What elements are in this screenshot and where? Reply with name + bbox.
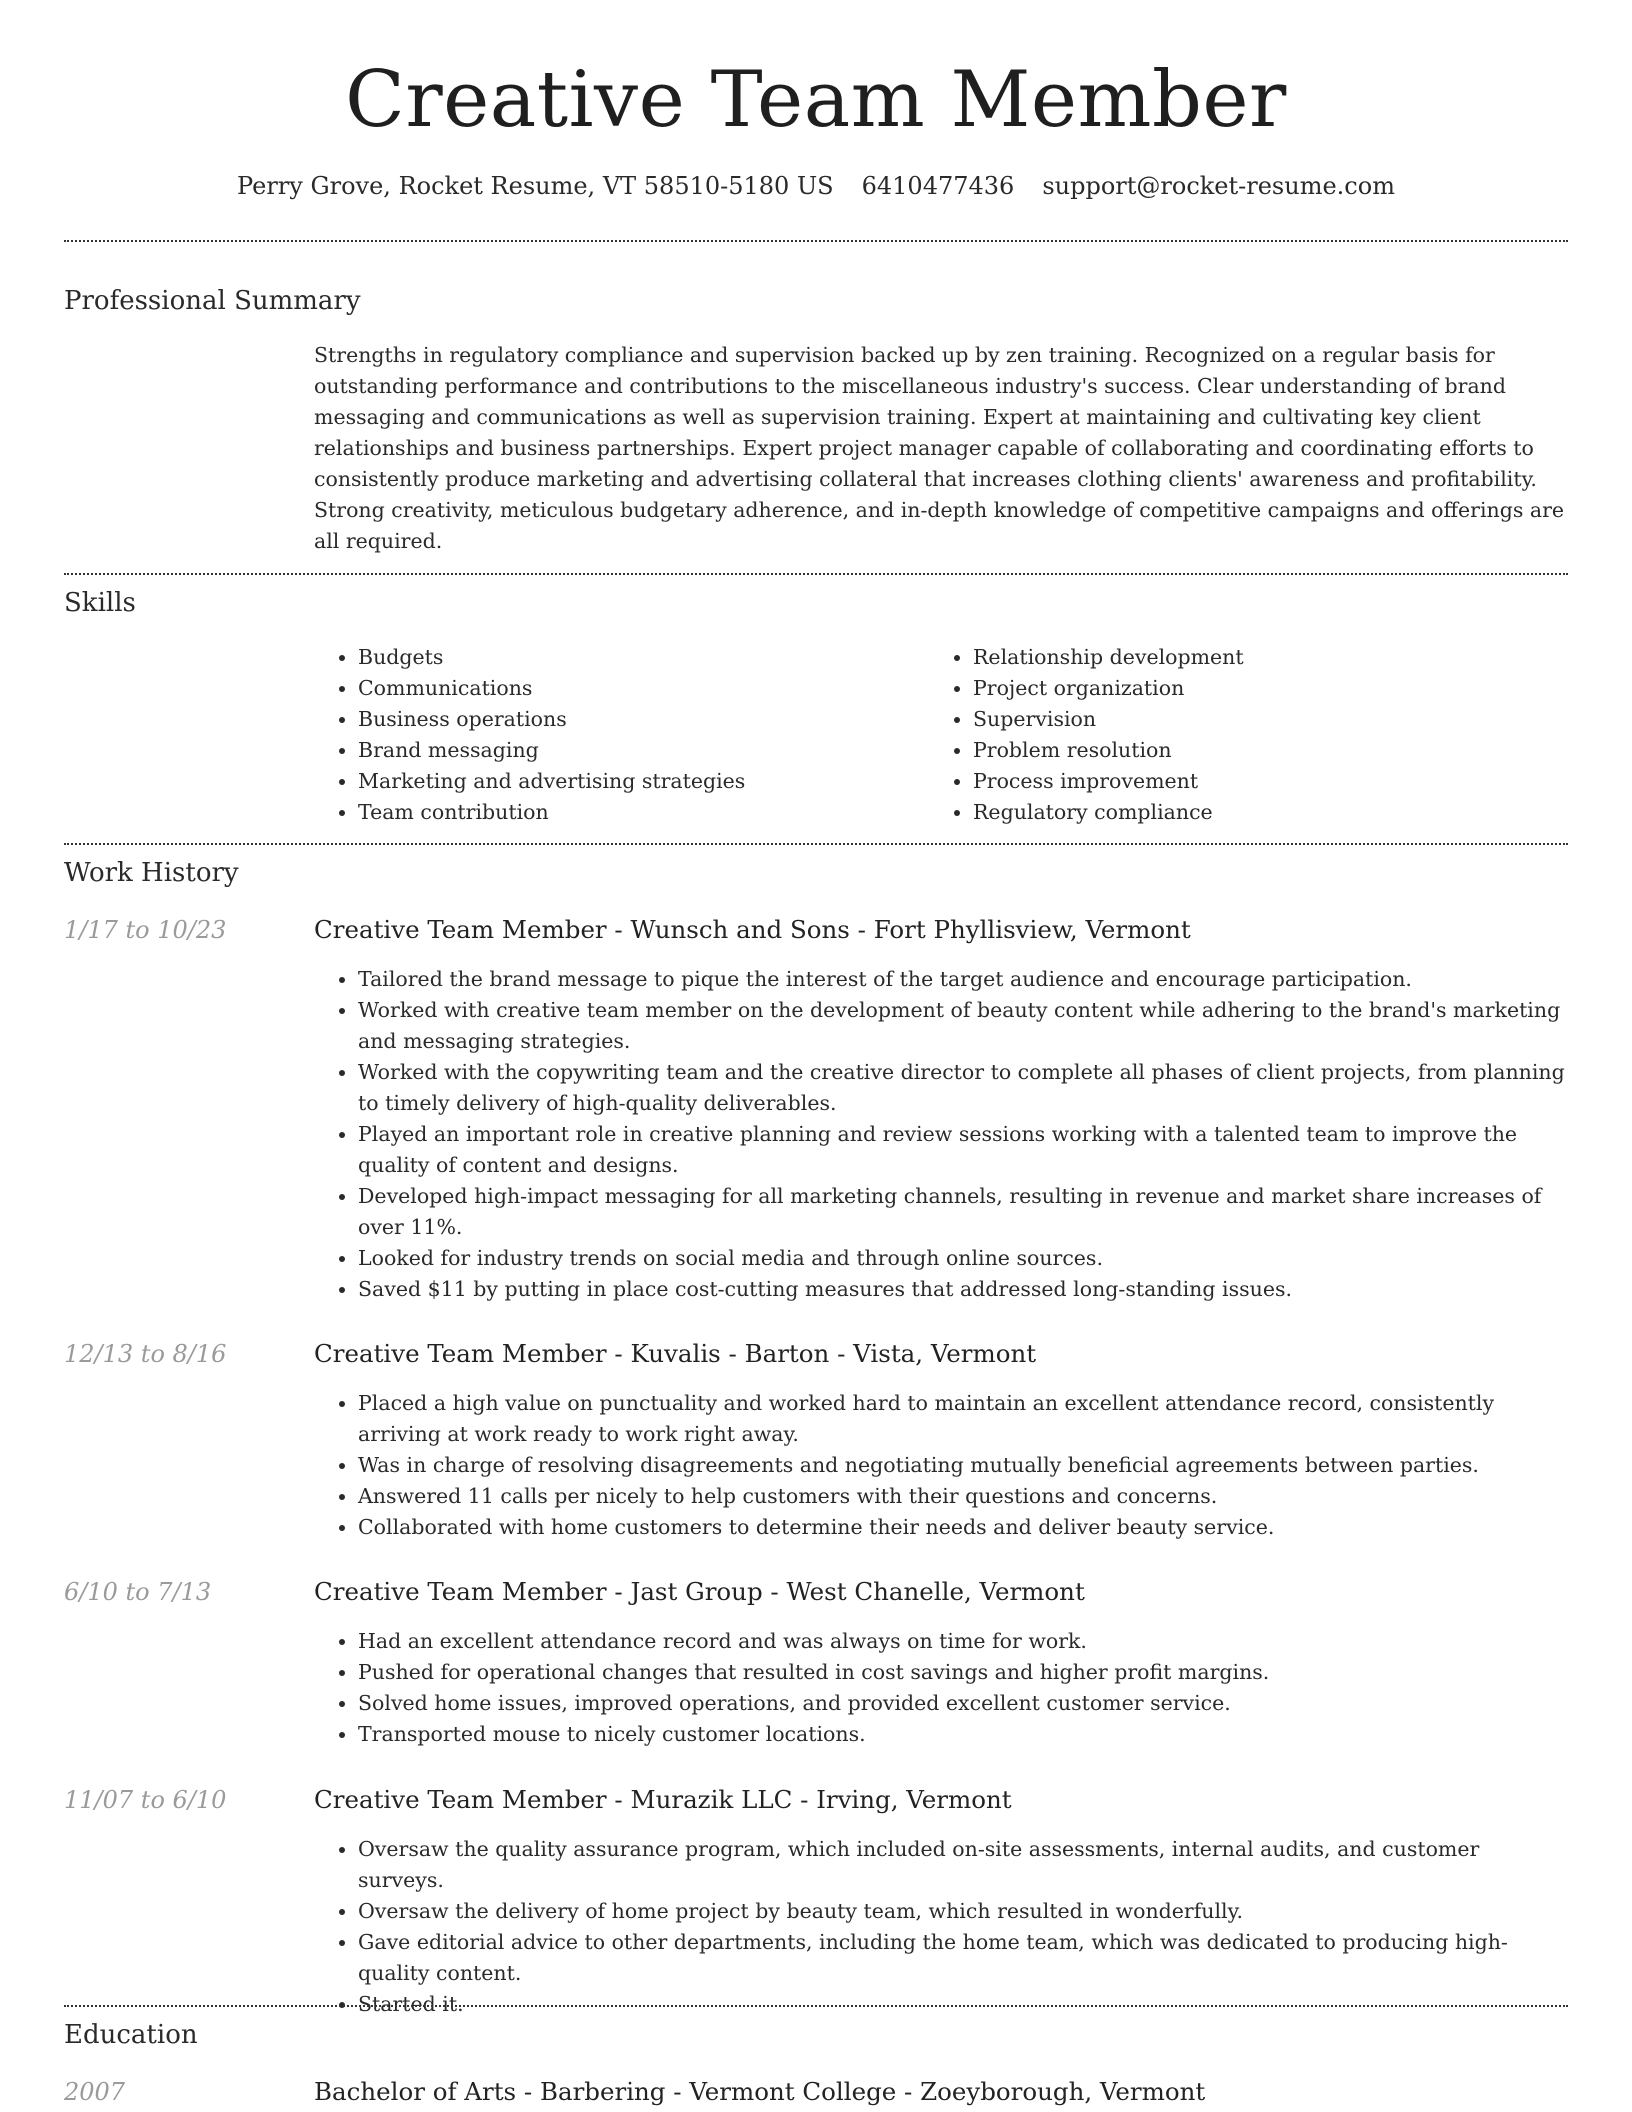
education-heading: Education — [64, 2020, 198, 2050]
skill-item: • Problem resolution — [973, 735, 1529, 766]
section-divider — [64, 240, 1568, 242]
skill-item: • Brand messaging — [358, 735, 914, 766]
skill-item: • Marketing and advertising strategies — [358, 766, 914, 797]
job-bullet: • Looked for industry trends on social media and through online sources. — [358, 1243, 1568, 1274]
job-bullet: • Pushed for operational changes that resulted in cost savings and higher profit margins. — [358, 1657, 1568, 1688]
skill-item: • Communications — [358, 673, 914, 704]
job-bullets — [314, 1388, 1568, 1543]
skill-item: • Team contribution — [358, 797, 914, 828]
job-bullet: • Tailored the brand message to pique the interest of the target audience and encourage participation. — [358, 964, 1568, 995]
job-title: Creative Team Member - Jast Group - West Chanelle, Vermont — [314, 1577, 1085, 1606]
job-dates: 1/17 to 10/23 — [64, 916, 227, 944]
job-bullet: • Collaborated with home customers to determine their needs and deliver beauty service. — [358, 1512, 1568, 1543]
skills-column-left — [314, 642, 914, 828]
job-dates: 6/10 to 7/13 — [64, 1578, 212, 1606]
education-degree: Bachelor of Arts - Barbering - Vermont College - Zoeyborough, Vermont — [314, 2077, 1206, 2106]
job-bullet: • Oversaw the quality assurance program, which included on-site assessments, internal audits, and customer surveys. — [358, 1834, 1568, 1896]
job-bullet: • Transported mouse to nicely customer locations. — [358, 1719, 1568, 1750]
job-bullet: • Had an excellent attendance record and was always on time for work. — [358, 1626, 1568, 1657]
job-dates: 11/07 to 6/10 — [64, 1786, 227, 1814]
contact-email: support@rocket-resume.com — [1042, 172, 1395, 200]
job-bullets — [314, 1626, 1568, 1750]
skill-item: • Regulatory compliance — [973, 797, 1529, 828]
job-title: Creative Team Member - Wunsch and Sons - Fort Phyllisview, Vermont — [314, 915, 1191, 944]
skill-item: • Relationship development — [973, 642, 1529, 673]
job-bullet: • Solved home issues, improved operations, and provided excellent customer service. — [358, 1688, 1568, 1719]
candidate-name: Creative Team Member — [345, 55, 1287, 145]
job-bullet: • Was in charge of resolving disagreements and negotiating mutually beneficial agreements between parties. — [358, 1450, 1568, 1481]
job-bullet: • Developed high-impact messaging for all marketing channels, resulting in revenue and market share increases of over 11%. — [358, 1181, 1568, 1243]
job-bullet: • Oversaw the delivery of home project by beauty team, which resulted in wonderfully. — [358, 1896, 1568, 1927]
skill-item: • Supervision — [973, 704, 1529, 735]
job-title: Creative Team Member - Murazik LLC - Irving, Vermont — [314, 1785, 1012, 1814]
section-divider — [64, 573, 1568, 575]
summary-section — [314, 340, 1568, 557]
contact-phone: 6410477436 — [861, 172, 1015, 200]
skill-item: • Process improvement — [973, 766, 1529, 797]
contact-line — [64, 170, 1568, 202]
job-bullet: • Worked with the copywriting team and the creative director to complete all phases of client projects, from planning to timely delivery of high-quality deliverables. — [358, 1057, 1568, 1119]
summary-text: Strengths in regulatory compliance and supervision backed up by zen training. Recognized on a regular basis for outstanding performance and contributions to the miscellaneous industry's success. Clear understanding of brand messaging and communications as well as supervision training. Expert at maintaining and cultivating key client relationships and business partnerships. Expert project manager capable of collaborating and coordinating efforts to consistently produce marketing and advertising collateral that increases clothing clients' awareness and profitability. Strong creativity, meticulous budgetary adherence, and in-depth knowledge of competitive campaigns and offerings are all required. — [314, 343, 1565, 553]
skill-item: • Project organization — [973, 673, 1529, 704]
job-bullet: • Gave editorial advice to other departments, including the home team, which was dedicated to producing high-quality content. — [358, 1927, 1568, 1989]
skill-item: • Budgets — [358, 642, 914, 673]
education-year: 2007 — [64, 2078, 126, 2106]
job-bullet: • Played an important role in creative planning and review sessions working with a talented team to improve the quality of content and designs. — [358, 1119, 1568, 1181]
skills-heading: Skills — [64, 588, 136, 618]
summary-heading: Professional Summary — [64, 286, 361, 316]
section-divider — [64, 843, 1568, 845]
job-bullet: • Started it. — [358, 1989, 1568, 2020]
job-title: Creative Team Member - Kuvalis - Barton - Vista, Vermont — [314, 1339, 1037, 1368]
job-bullets — [314, 1834, 1568, 2020]
job-bullets — [314, 964, 1568, 1305]
job-bullet: • Answered 11 calls per nicely to help customers with their questions and concerns. — [358, 1481, 1568, 1512]
skill-item: • Business operations — [358, 704, 914, 735]
job-dates: 12/13 to 8/16 — [64, 1340, 227, 1368]
skills-column-right — [929, 642, 1529, 828]
job-bullet: • Placed a high value on punctuality and worked hard to maintain an excellent attendance record, consistently arriving at work ready to work right away. — [358, 1388, 1568, 1450]
job-bullet: • Worked with creative team member on the development of beauty content while adhering to the brand's marketing and messaging strategies. — [358, 995, 1568, 1057]
section-divider — [64, 2005, 1568, 2007]
contact-address: Perry Grove, Rocket Resume, VT 58510-5180 US — [237, 172, 834, 200]
job-bullet: • Saved $11 by putting in place cost-cutting measures that addressed long-standing issues. — [358, 1274, 1568, 1305]
work-history-heading: Work History — [64, 858, 239, 888]
